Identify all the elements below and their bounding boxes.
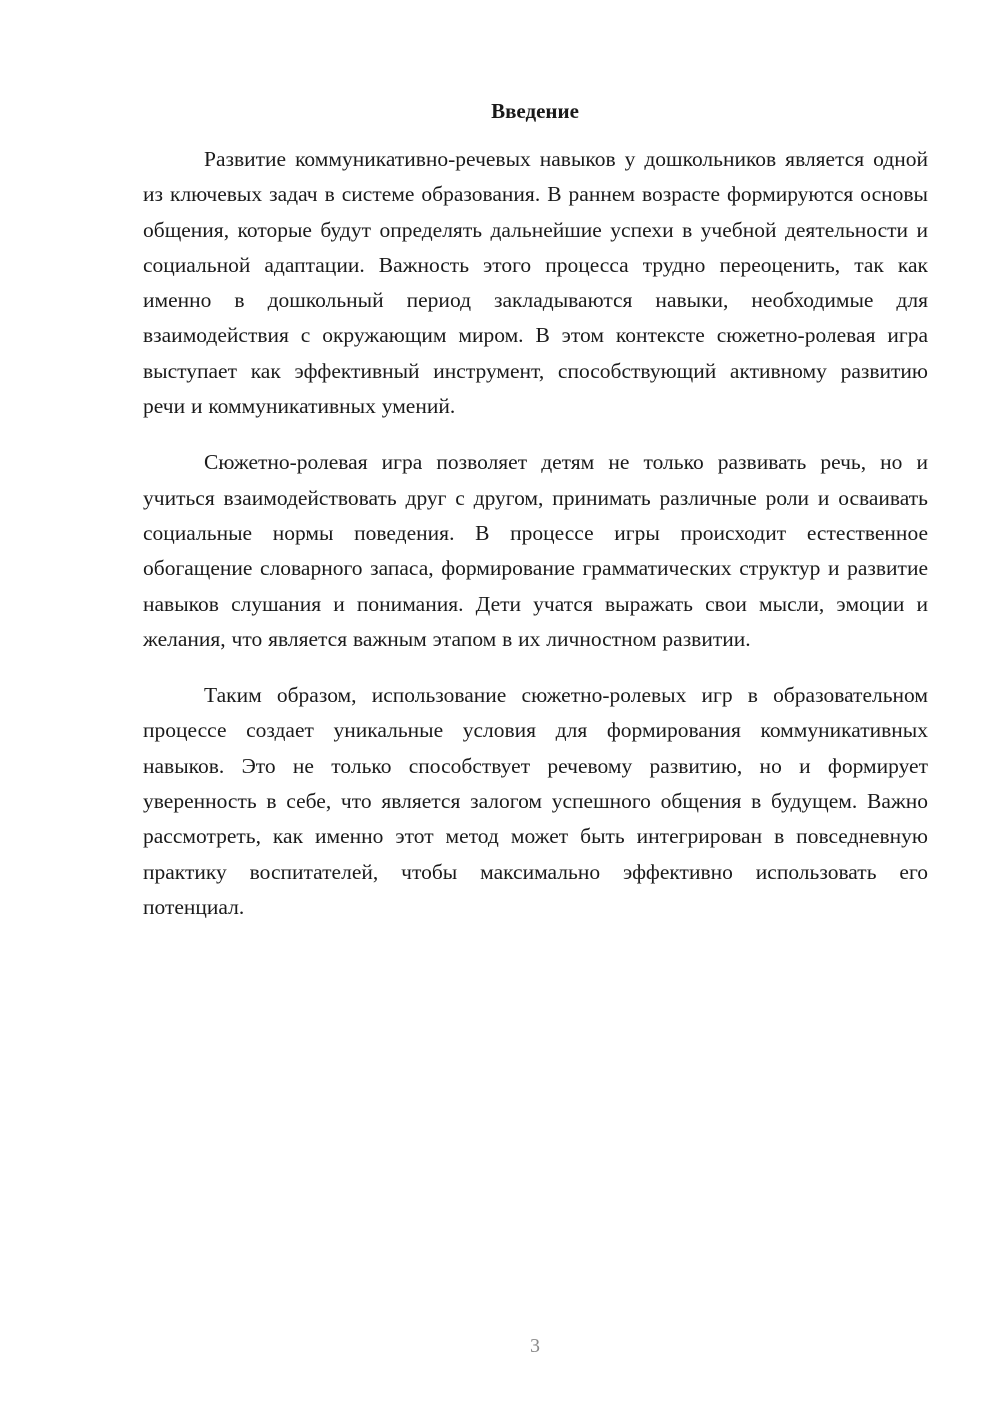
page-number: 3 <box>530 1335 540 1357</box>
paragraph-2: Сюжетно-ролевая игра позволяет детям не только развивать речь, но и учиться взаимодействовать друг с другом, принимать различные роли и осваивать социальные нормы поведения. В процессе игры происходит естественное обогащение словарного запаса, формирование грамматических структур и развитие навыков слушания и понимания. Дети учатся выражать свои мысли, эмоции и желания, что является важным этапом в их личностном развитии. <box>143 450 928 651</box>
section-heading: Введение <box>491 99 579 123</box>
paragraph-1: Развитие коммуникативно-речевых навыков у дошкольников является одной из ключевых задач в системе образования. В раннем возрасте формируются основы общения, которые будут определять дальнейшие успехи в учебной деятельности и социальной адаптации. Важность этого процесса трудно переоценить, так как именно в дошкольный период закладываются навыки, необходимые для взаимодействия с окружающим миром. В этом контексте сюжетно-ролевая игра выступает как эффективный инструмент, способствующий активному развитию речи и коммуникативных умений. <box>143 147 928 419</box>
paragraph-3: Таким образом, использование сюжетно-ролевых игр в образовательном процессе создает уникальные условия для формирования коммуникативных навыков. Это не только способствует речевому развитию, но и формирует уверенность в себе, что является залогом успешного общения в будущем. Важно рассмотреть, как именно этот метод может быть интегрирован в повседневную практику воспитателей, чтобы максимально эффективно использовать его потенциал. <box>143 683 928 919</box>
body-text <box>143 142 928 946</box>
